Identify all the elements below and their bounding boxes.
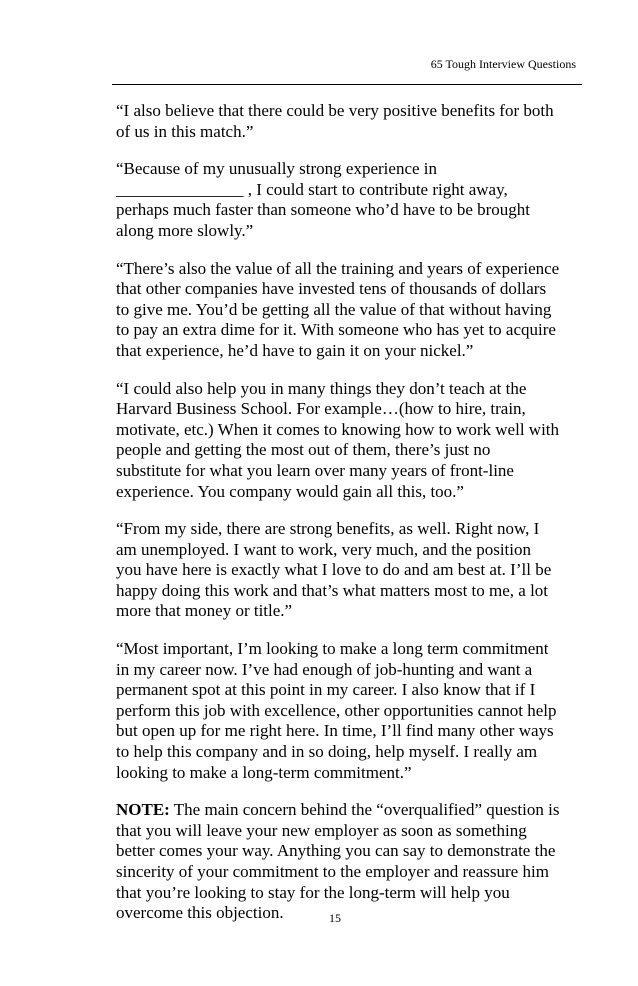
text-line: “I also believe that there could be very positive benefits for both [116, 101, 554, 120]
text-line: to give me. You’d be getting all the value of that without having [116, 299, 552, 319]
text-line: perhaps much faster than someone who’d have to be brought [116, 200, 531, 220]
text-line: that you will leave your new employer as soon as something [116, 820, 527, 840]
text-line: to pay an extra dime for it. With someone who has yet to acquire [116, 320, 556, 340]
text-line: of us in this match.” [116, 121, 254, 141]
running-header-title: 65 Tough Interview Questions [430, 57, 576, 71]
text-line: “From my side, there are strong benefits, as well. Right now, I [116, 519, 540, 539]
text-line: am unemployed. I want to work, very much, and the position [116, 539, 531, 559]
text-line: that other companies have invested tens of thousands of dollars [116, 279, 547, 299]
text-line: Harvard Business School. For example…(how to hire, train, [116, 399, 526, 419]
page-number: 15 [329, 911, 341, 925]
paragraph-my-side-benefits [116, 519, 586, 622]
paragraph-training-value [116, 259, 586, 362]
text-line: along more slowly.” [116, 220, 254, 240]
text-line: people and getting the most out of them, there’s just no [116, 440, 491, 460]
note-label: NOTE: [116, 800, 170, 820]
text-line: you have here is exactly what I love to do and am best at. I’ll be [116, 560, 552, 580]
text-line: permanent spot at this point in my career. I also know that if I [116, 680, 536, 700]
paragraph-note [116, 800, 586, 924]
text-line: that you’re looking to stay for the long-term will help you [116, 882, 510, 902]
text-line: that experience, he’d have to gain it on your nickel.” [116, 340, 474, 360]
text-line: “There’s also the value of all the training and years of experience [116, 258, 560, 278]
text-line: to help this company and in so doing, help myself. I really am [116, 742, 538, 762]
text-line: “I could also help you in many things they don’t teach at the [116, 378, 527, 398]
paragraph-benefits-both [116, 101, 586, 142]
text-line: motivate, etc.) When it comes to knowing how to work well with [116, 419, 560, 439]
text-line: “Because of my unusually strong experience in [116, 159, 438, 179]
text-line: overcome this objection. [116, 903, 284, 923]
note-first-line: The main concern behind the “overqualified” question is [169, 800, 560, 820]
paragraph-strong-experience [116, 159, 586, 241]
text-line: looking to make a long-term commitment.” [116, 762, 412, 782]
text-line: but open up for me right here. In time, I’ll find many other ways [116, 721, 554, 741]
text-line: sincerity of your commitment to the employer and reassure him [116, 862, 549, 881]
text-line: _______________ , I could start to contribute right away, [116, 179, 508, 199]
text-line: happy doing this work and that’s what matters most to me, a lot [116, 580, 549, 600]
text-line [116, 800, 586, 821]
text-line: perform this job with excellence, other opportunities cannot help [116, 700, 557, 720]
page-body [116, 101, 586, 941]
text-line: substitute for what you learn over many years of front-line [116, 460, 514, 480]
text-line: in my career now. I’ve had enough of job-hunting and want a [116, 659, 533, 679]
text-line: “Most important, I’m looking to make a long term commitment [116, 639, 549, 659]
text-line: better comes your way. Anything you can say to demonstrate the [116, 841, 556, 861]
text-line: experience. You company would gain all this, too.” [116, 481, 464, 501]
text-line: more that money or title.” [116, 601, 293, 621]
paragraph-long-term-commitment [116, 639, 586, 783]
paragraph-harvard-business-school [116, 379, 586, 503]
header-divider [112, 84, 582, 85]
